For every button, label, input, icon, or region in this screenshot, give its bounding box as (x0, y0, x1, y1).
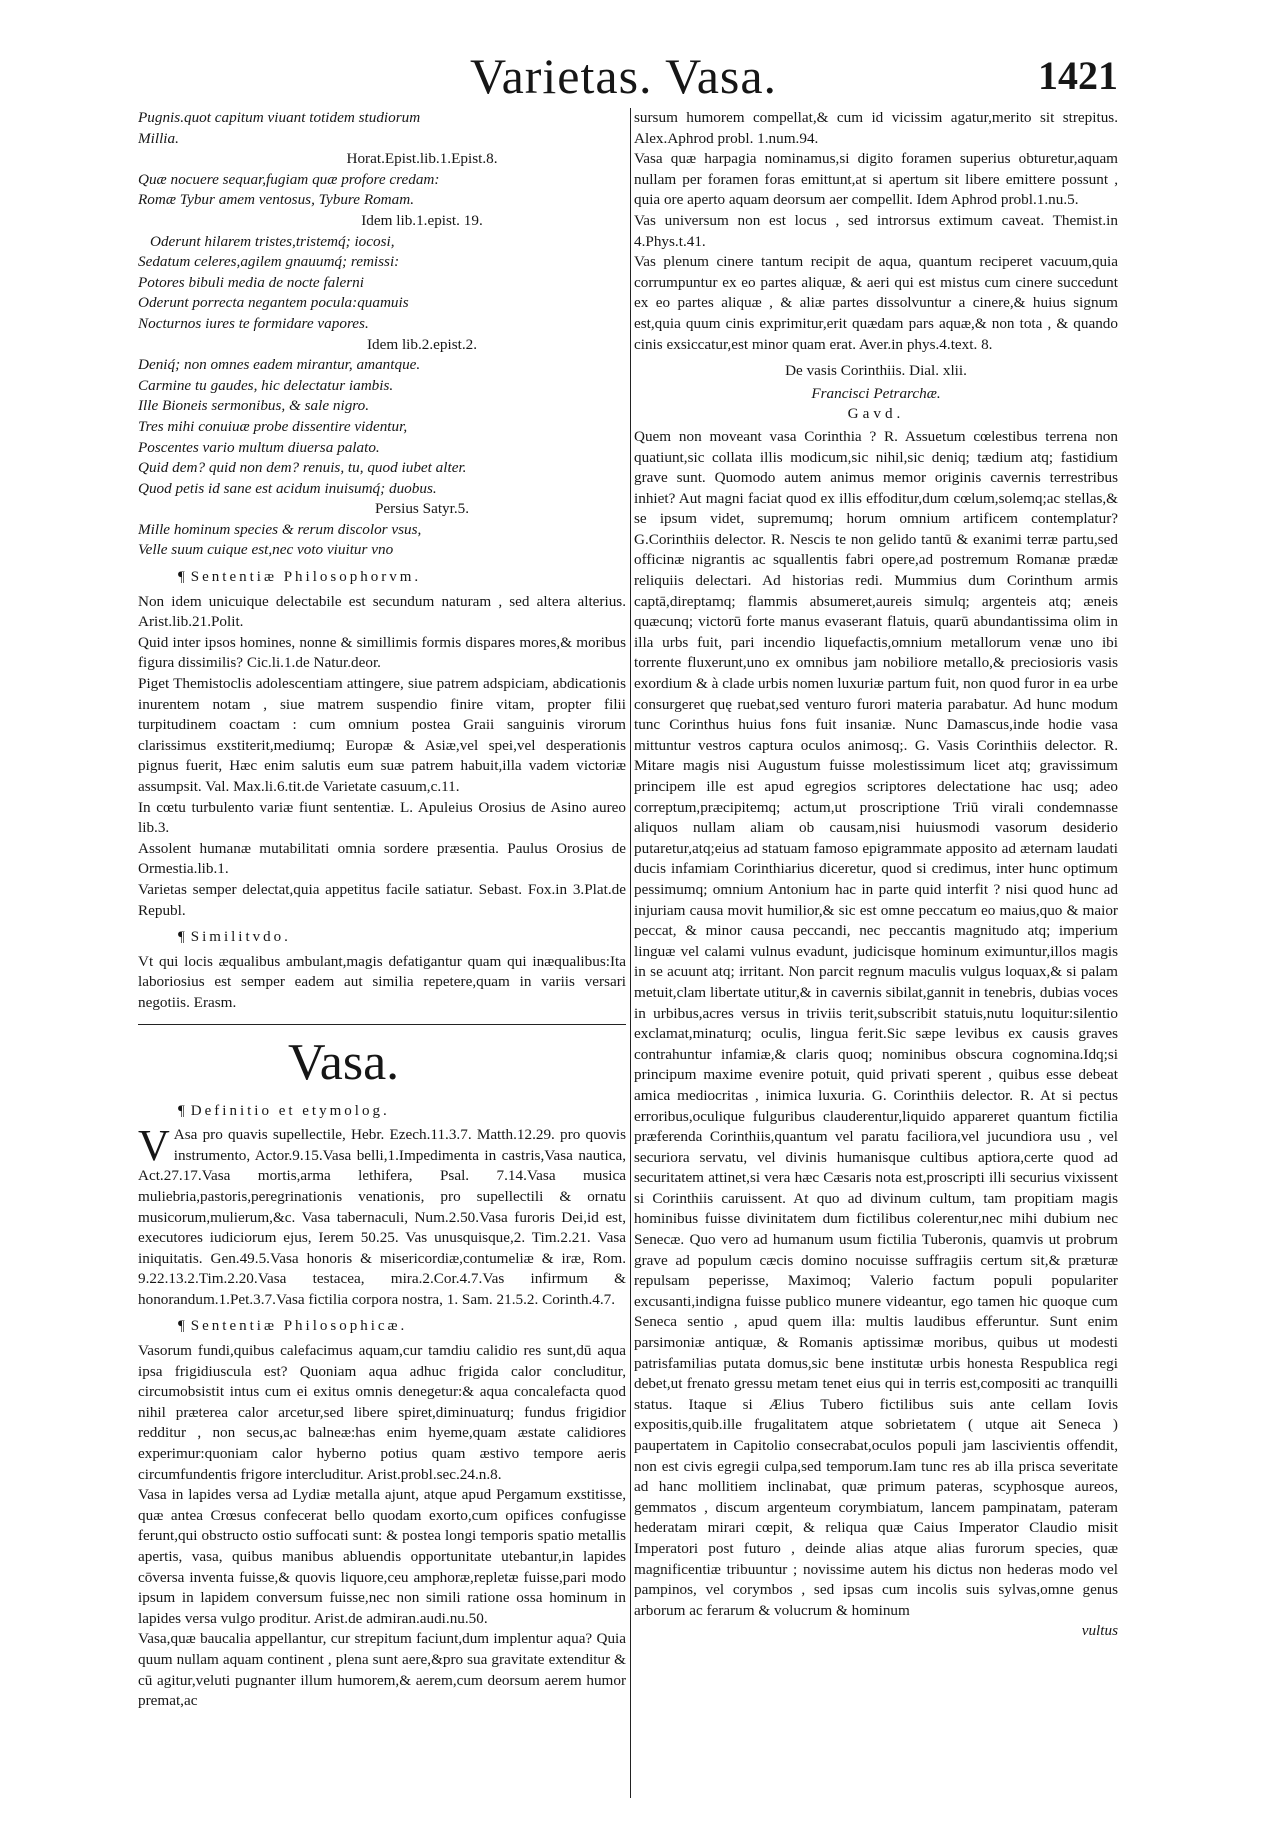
running-title: Varietas. Vasa. (470, 48, 778, 104)
verse-line: Millia. (138, 129, 179, 147)
paragraph-mark-icon: ¶ (178, 929, 185, 946)
verse-line: Nocturnos iures te formidare vapores. (138, 314, 369, 332)
citation: Idem lib.2.epist.2. (366, 335, 478, 353)
section-heading-text: Similitvdo. (190, 929, 291, 946)
paragraph-text: Asa pro quavis supellectile, Hebr. Ezech.11.3.7. Matth.12.29. pro quovis instrumento, Actor.9.15.Vasa belli,1.Impedimenta in castris,Vasa nautica, Act.27.17.Vasa mortis,arma lethifera, Psal. 7.14.Vasa musica muliebria,pastoris,peregrinationis venationis, pro supellectili & ornatu musicorum,mulierum,&c. Vasa tabernaculi, Num.2.50.Vasa furoris Dei,id est, executores iudiciorum ejus, Ierem 50.25. Vas unusquisque,2. Tim.2.21. Vasa iniquitatis. Gen.49.5.Vasa honoris & misericordiæ,contumeliæ & iræ, Rom. 9.22.13.2.Tim.2.20.Vasa testacea, mira.2.Cor.4.7.Vas infirmum & honorandum.1.Pet.3.7.Vasa fictilia corpora nostra, 1. Sam. 21.5.2. Corinth.4.7. (138, 1126, 626, 1308)
verse-line: Ille Bioneis sermonibus, & sale nigro. (138, 397, 370, 415)
horizontal-rule (138, 1024, 626, 1025)
paragraph (138, 1121, 626, 1310)
verse-line: Quod petis id sane est acidum inuisumq́; duobus. (138, 479, 437, 497)
citation: Idem lib.1.epist. 19. (361, 211, 483, 229)
drop-capital: V (138, 1121, 170, 1171)
paragraph: Vasa,quæ baucalia appellantur, cur strepitum faciunt,dum implentur aqua? Quia quum nullam aquam continent , plena sunt aere,&pro sua gravitate extenditur & cū agitur,veluti pugnanter illum humorem,& aerem,cum deorsum aerem humor premat,ac (138, 1630, 626, 1710)
paragraph: sursum humorem compellat,& cum id vicissim agatur,merito sit strepitus. Alex.Aphrod probl. 1.num.94. (634, 109, 1118, 147)
paragraph: Piget Themistoclis adolescentiam attingere, siue patrem adspiciam, abdicationis inurentem notam , siue matrem suspendio finire vitam, propter filii turpitudinem coactam : cum omnium postea Graii sanguinis virorum clarissimus exstiterit,mediumq; Europæ & Asiæ,vel spei,vel desperationis pignus fuerit, Hæc enim salutis eum suæ patrem habuit,illa vadem victoriæ assumpsit. Val. Max.li.6.tit.de Varietate casuum,c.11. (138, 675, 626, 795)
verse-line: Romæ Tybur amem ventosus, Tybure Romam. (138, 191, 415, 209)
right-column (634, 108, 1118, 1642)
running-head (0, 46, 1276, 106)
paragraph: Vas universum non est locus , sed introrsus extimum caveat. Themist.in 4.Phys.t.41. (634, 211, 1118, 250)
section-heading (138, 567, 626, 588)
dialog-text: Quem non moveant vasa Corinthia ? R. Assuetum cœlestibus terrena non quatiunt,sic collata illis modicum,sic nihil,sic deniq; tædium atq; fastidium grave sunt. Quomodo autem animus memor originis cavernis terrestribus inhiet? Aut magni faciat quod ex illis effoditur,dum cœlum,solemq;ac stellas,& se ipsum videt, supremumq; horum omnium artificem contemplatur? G.Corinthiis delector. R. Nescis te non gelido tantū & exanimi terræ partu,sed officinæ nigrantis ac squallentis fabri opere,ad postremum Romanæ prædæ reliquiis delectari. Ad historias redi. Mummius dum Corinthum armis captā,direptamq; flammis absumeret,aureis simulq; argenteis atq; æneis quæcunq; victorū forte manus evaserant flatuis, quarū abundantissima olim in illa urbs fuit, pari incendio liquefactis,omnium metallorum venæ uno ibi torrente fluxerunt,uno ex omnibus jam nobiliore metallo,& preciosioris vasis exordium & à clade urbis nomen luxuriæ partum fuit, non quod furor in ea urbe consurgeret quę ruebat,sed venturo furori materia parabatur. Ad hunc modum tunc Corinthus huius fons fuit insaniæ. Nunc Damascus,inde hodie vasa mittuntur vestros captura oculos animosq;. G. Vasis Corinthiis delector. R. Mitare magis nisi Augustum fuisse molestissimum licet atq; gravissimum principem ille est apud egregios scriptores delectatione hac usq; adeo correptum,præcipitemq; actum,ut proscriptione Triū virali condemnasse aliquos nullam aliam ob causam,nisi huiusmodi vasorum desiderio putaretur,atq;eius ad statuam famoso epigrammate apposito ad æternam laudati ducis infamiam Corinthiarius diceretur, quod si credimus, inter hunc optimum pessimumq; omnium Antonium hac in parte quid interfit ? nisi quod hunc ad injuriam causa movit humilior,& sic est omne peccatum eo maius,quo & maior peccat, & minor causa peccandi, nec peccantis magnitudo atq; imperium linguæ vel calami vulnus evadunt, judicisque hominum eximuntur,illos magis in se acuunt atq; irritant. Non parcit regnum maculis vulgus loquax,& si palam metuit,clam libertate utitur,& in cavernis sibilat,gannit in tenebris, dubias voces in urbibus,acres versus in triviis terit,subscribit statuis,nutu loquitur:silentio exclamat,minaturq; oculis, lingua ferit.Sic sæpe levibus ex causis graves contrahuntur infamiæ,& claris quoq; nominibus obscura cognomina.Idq;si principum maxime evenire potuit, quid privati sperent , quibus esse debeat amica mediocritas , inimica luxuria. G. Corinthiis delector. R. At si pectus erroribus,oculique fulguribus clauderentur,liquido appareret quantum fictilia præferenda Corinthiis,quantum vel paratu faciliora,vel jucundiora usu , vel securiora servatu, vel divinis humanisque cultibus aptiora,certe quod ad securitatem attinet,si vera hæc Cæsaris nota est,proscripti illi securius vixissent si Corinthiis caruissent. At quo ad divinum cultum, tam propitiam magis hominibus fuisse divinitatem dum fictilibus colerentur,nec mihi dubium nec Senecæ. Quo vero ad humanum usum fictilia Tuberonis, quamvis ut probrum grave ad populum cæcis domino nocuisse suffragiis certum sit,& præturæ repulsam peperisse, Maximoq; Valerio factum populi populariter excusanti,indigna fuisse publico munere videantur, ego tamen hic quoque cum Seneca sentio , apud quem illa: multis laudibus efferuntur. Sunt enim parsimoniæ antiquæ, & Romanis aptissimæ moribus, quibus ut modesti patrisfamilias putata domus,sic bene institutæ urbis honesta Respublica regi debet,ut frenato gressu metam tenet eius qui in terris est,compositi ac tranquilli status. Itaque si Ælius Tubero fictilibus suis ante cellam Iovis expositis,quib.ille frugalitatem atque sobrietatem ( utque ait Seneca ) paupertatem in Capitolio consecrabat,oculos populi jam lascivientis offendit, non est civis egregii culpa,sed temporum.Iam tunc res ab illa prisca severitate ad hanc mollitiem inclinabat, quæ primum pateras, scyphosque aureos, gemmatos , discum argenteum corymbiatum, lancem pampinatam, pateram hederatam mirari cœpit, & reliqua quæ Caius Imperator Claudio misit Imperatori post futuro , deinde alias atque alias furorum species, quæ magnificentiæ tribuuntur ; novissime autem his dictus non hederas modo vel pampinos, vel corymbos , sed ipsas cum incolis suis sylvas,omne genus arborum ac ferarum & volucrum & hominum (634, 427, 1118, 1619)
citation: Persius Satyr.5. (374, 500, 470, 518)
verse-line: Oderunt hilarem tristes,tristemq́; iocosi, (150, 232, 395, 250)
verse-line: Oderunt porrecta negantem pocula:quamuis (138, 294, 409, 312)
section-heading (138, 927, 626, 948)
dialog-title: De vasis Corinthiis. Dial. xlii. (785, 362, 967, 380)
verse-line: Pugnis.quot capitum viuant totidem studiorum (138, 109, 421, 126)
section-heading (138, 1101, 626, 1122)
paragraph: Vt qui locis æqualibus ambulant,magis defatigantur quam qui inæqualibus:Ita laboriosius est semper eadem aut similia repetere,quam in variis versari negotiis. Erasm. (138, 952, 626, 1011)
section-heading-text: Sententiæ Philosophorvm. (190, 569, 422, 586)
verse-line: Deniq́; non omnes eadem mirantur, amantque. (138, 356, 421, 374)
paragraph-mark-icon: ¶ (178, 1318, 185, 1335)
verse-line: Mille hominum species & rerum discolor vsus, (138, 520, 422, 538)
section-heading (138, 1316, 626, 1337)
page-number: 1421 (1038, 53, 1118, 98)
paragraph: Non idem unicuique delectabile est secundum naturam , sed altera alterius. Arist.lib.21.Polit. (138, 592, 626, 631)
verse-line: Poscentes vario multum diuersa palato. (138, 438, 380, 456)
verse-line: Quid dem? quid non dem? renuis, tu, quod iubet alter. (138, 459, 467, 477)
paragraph: Vasa quæ harpagia nominamus,si digito foramen superius obturetur,aquam nullam per foramen foras emittunt,at si apertum sit libere emittere possunt , quia ore aperto aquam deorsum aer compellit. Idem Aphrod probl.1.nu.5. (634, 150, 1118, 209)
verse-line: Velle suum cuique est,nec voto viuitur vno (138, 541, 394, 559)
paragraph-mark-icon: ¶ (178, 1102, 185, 1119)
speaker-label: Gavd. (847, 405, 905, 423)
citation: Horat.Epist.lib.1.Epist.8. (346, 150, 498, 168)
paragraph-mark-icon: ¶ (178, 569, 185, 586)
verse-line: Sedatum celeres,agilem gnauumq́; remissi: (138, 253, 400, 271)
paragraph: Varietas semper delectat,quia appetitus facile satiatur. Sebast. Fox.in 3.Plat.de Republ. (138, 880, 626, 919)
verse-line: Quæ nocuere sequar,fugiam quæ profore credam: (138, 170, 440, 188)
catchword: vultus (1081, 1622, 1118, 1640)
paragraph: Vasorum fundi,quibus calefacimus aquam,cur tamdiu calidio res sunt,dū aqua ipsa frigidiuscula est? Quoniam aqua adhuc frigida calor concluditur, circumobsistit intus cum ei exitus omnis denegetur:& aqua concalefacta quod nihil præterea calor arcetur,sed libere spiret,diminuaturq; fundus frigidior redditur , non secus,ac balneæ:has enim hyeme,quam æstate calidiores experimur:quoniam calor hyberno potius quam æstivo tempore aeris circumfundentis frigore intercluditur. Arist.probl.sec.24.n.8. (138, 1342, 626, 1483)
verse-line: Carmine tu gaudes, hic delectatur iambis. (138, 376, 394, 394)
paragraph: Quid inter ipsos homines, nonne & simillimis formis dispares mores,& moribus figura dissimilis? Cic.li.1.de Natur.deor. (138, 633, 626, 672)
entry-title: Vasa. (288, 1033, 400, 1091)
paragraph: Vas plenum cinere tantum recipit de aqua, quantum reciperet vacuum,quia corrumpuntur ex eo partes aliquæ, & aeri qui est mistus cum cinere succedunt ex eo partes aliquæ , & aliæ partes dissolvuntur a cinere,& huius signum est,quia quum cinis exprimitur,erit quædam pars aquæ,& non tota , & quando cinis exsiccatur,est minor quam erat. Aver.in phys.4.text. 8. (634, 253, 1118, 353)
section-heading-text: Definitio et etymolog. (190, 1102, 390, 1119)
paragraph: In cœtu turbulento variæ fiunt sententiæ. L. Apuleius Orosius de Asino aureo lib.3. (138, 798, 626, 837)
verse-line: Potores bibuli media de nocte falerni (138, 273, 364, 291)
paragraph: Assolent humanæ mutabilitati omnia sordere præsentia. Paulus Orosius de Ormestia.lib.1. (138, 839, 626, 878)
verse-line: Tres mihi conuiuæ probe dissentire videntur, (138, 417, 408, 435)
column-divider (630, 108, 631, 1798)
section-heading-text: Sententiæ Philosophicæ. (190, 1318, 408, 1335)
left-column (138, 108, 626, 1712)
dialog-author: Francisci Petrarchæ. (811, 384, 941, 402)
paragraph: Vasa in lapides versa ad Lydiæ metalla ajunt, atque apud Pergamum exstitisse, quæ antea Crœsus confecerat bello quodam exorto,cum opifices confugisse ferunt,qui obstructo ostio suffocati sunt: & postea longi temporis spatio metallis apertis, vasa, quibus manibus abluendis opportunitate utebantur,in lapides cōversa inventa fuisse,& quovis liquore,ceu amphoræ,repletæ fuisse,pari modo ipsum in lapidem conversum fuisse,nec non simili ratione ossa hominum in lapides versa vulgo proditur. Arist.de admiran.audi.nu.50. (138, 1486, 626, 1627)
